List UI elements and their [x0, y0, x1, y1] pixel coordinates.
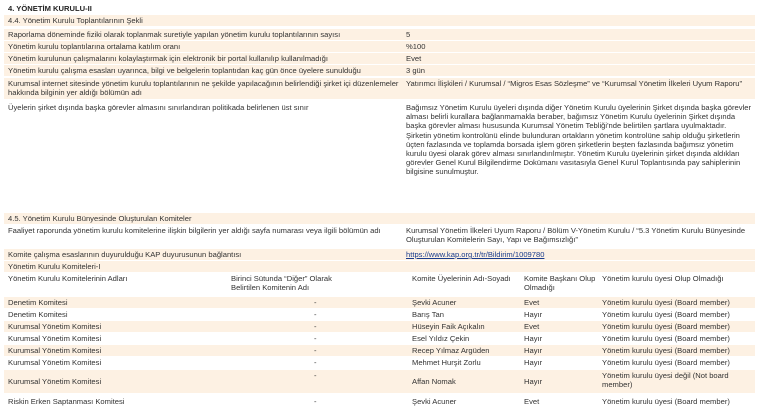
- board-member-status: Yönetim kurulu üyesi (Board member): [602, 358, 730, 367]
- member-name: Şevki Acuner: [412, 298, 457, 307]
- is-chair: Evet: [524, 322, 540, 331]
- committee-name: Kurumsal Yönetim Komitesi: [8, 334, 102, 343]
- kap-link[interactable]: https://www.kap.org.tr/tr/Bildirim/1009780: [406, 250, 545, 259]
- table-row: [4, 396, 755, 407]
- board-member-status: Yönetim kurulu üyesi (Board member): [602, 322, 730, 331]
- row-label: Yönetim kurulunun çalışmalarını kolaylaştırmak için elektronik bir portal kullanılıp kullanılmadığı: [8, 54, 328, 63]
- row-label: Raporlama döneminde fiziki olarak toplanmak suretiyle yapılan yönetim kurulu toplantılarının sayısı: [8, 30, 341, 39]
- row-label: Faaliyet raporunda yönetim kurulu komitelerine ilişkin bilgilerin yer aldığı sayfa numarası veya ilgili bölümün adı: [8, 226, 381, 235]
- other-committee-name: -: [314, 310, 317, 319]
- is-chair: Evet: [524, 397, 540, 406]
- board-member-status: Yönetim kurulu üyesi (Board member): [602, 334, 730, 343]
- s44-title-row: [4, 15, 755, 26]
- committee-title: Yönetim Kurulu Komiteleri-I: [8, 262, 101, 271]
- row-value: 3 gün: [406, 66, 426, 75]
- column-header: Komite Başkanı Olup Olmadığı: [524, 274, 596, 293]
- table-row: [4, 53, 755, 64]
- is-chair: Evet: [524, 298, 540, 307]
- committee-name: Kurumsal Yönetim Komitesi: [8, 322, 102, 331]
- row-value: %100: [406, 42, 426, 51]
- member-name: Esel Yıldız Çekin: [412, 334, 470, 343]
- table-row: [4, 65, 755, 76]
- committee-name: Riskin Erken Saptanması Komitesi: [8, 397, 125, 406]
- row-label: Yönetim kurulu toplantılarına ortalama katılım oranı: [8, 42, 181, 51]
- other-committee-name: -: [314, 371, 317, 380]
- other-committee-name: -: [314, 322, 317, 331]
- s45-title: 4.5. Yönetim Kurulu Bünyesinde Oluşturulan Komiteler: [8, 214, 192, 223]
- board-member-status: Yönetim kurulu üyesi (Board member): [602, 298, 730, 307]
- table-row: [4, 78, 755, 99]
- table-row: [4, 41, 755, 52]
- column-header: Yönetim Kurulu Komitelerinin Adları: [8, 274, 128, 283]
- member-name: Hüseyin Faik Açıkalın: [412, 322, 485, 331]
- row-label: Yönetim kurulu çalışma esasları uyarınca, bilgi ve belgelerin toplantıdan kaç gün önce üyelere sunulduğu: [8, 66, 361, 75]
- member-name: Şevki Acuner: [412, 397, 457, 406]
- row-value: Evet: [406, 54, 422, 63]
- s45-title-row: [4, 213, 755, 224]
- board-member-status: Yönetim kurulu üyesi (Board member): [602, 310, 730, 319]
- member-name: Recep Yılmaz Argüden: [412, 346, 490, 355]
- other-committee-name: -: [314, 346, 317, 355]
- other-committee-name: -: [314, 298, 317, 307]
- section-title-row: [4, 3, 755, 14]
- is-chair: Hayır: [524, 358, 543, 367]
- other-committee-name: -: [314, 334, 317, 343]
- committee-header: [4, 273, 755, 295]
- table-row: [4, 297, 755, 308]
- table-row: [4, 345, 755, 356]
- table-row: [4, 249, 755, 260]
- section-title: 4. YÖNETİM KURULU-II: [8, 4, 92, 13]
- table-row: [4, 321, 755, 332]
- committee-name: Kurumsal Yönetim Komitesi: [8, 346, 102, 355]
- committee-name: Kurumsal Yönetim Komitesi: [8, 377, 102, 386]
- table-row: [4, 333, 755, 344]
- row-value: 5: [406, 30, 411, 39]
- committee-name: Denetim Komitesi: [8, 310, 68, 319]
- row-value: Kurumsal Yönetim İlkeleri Uyum Raporu / Bölüm V-Yönetim Kurulu / “5.3 Yönetim Kurulu Bünyesinde Oluşturulan Komitelerin Sayı, Yapı ve Bağımsızlığı”: [406, 226, 746, 245]
- table-row: [4, 370, 755, 393]
- board-member-status: Yönetim kurulu üyesi değil (Not board member): [602, 371, 729, 390]
- member-name: Barış Tan: [412, 310, 444, 319]
- committee-name: Kurumsal Yönetim Komitesi: [8, 358, 102, 367]
- table-row: [4, 309, 755, 320]
- board-member-status: Yönetim kurulu üyesi (Board member): [602, 346, 730, 355]
- table-row: [4, 29, 755, 40]
- is-chair: Hayır: [524, 377, 543, 386]
- column-header: Birinci Sütunda “Diğer” Olarak Belirtilen Komitenin Adı: [231, 274, 332, 293]
- is-chair: Hayır: [524, 334, 543, 343]
- row-value: Bağımsız Yönetim Kurulu üyeleri dışında diğer Yönetim Kurulu üyelerinin Şirket dışında başka görevler alması belirli kurallara bağlanmamakla beraber, bağımsız Yönetim Kurulu üyelerinin Şirket dışında başka görevler alması hususunda Kurumsal Yönetim Tebliği'nde belirtilen şartlara uyulmaktadır. Şirketin yönetim kontrolünü elinde bulunduran ortakların yönetim kontrolüne sahip olduğu şirketlerin üçten fazlasında ve toplamda borsada işlem gören şirketlerin beşten fazlasında bağımsız yönetim kurulu üyesi olarak görev alması sınırlandırılmıştır. Yönetim Kurulu üyelerinin şirket dışında aldıkları görevler Genel Kurul Bilgilendirme Dokümanı vasıtasıyla Genel Kurul Toplantısında pay sahiplerinin bilgisine sunulmuştur.: [406, 103, 751, 177]
- committee-name: Denetim Komitesi: [8, 298, 68, 307]
- table-row: [4, 357, 755, 368]
- is-chair: Hayır: [524, 310, 543, 319]
- member-name: Mehmet Hurşit Zorlu: [412, 358, 481, 367]
- board-member-status: Yönetim kurulu üyesi (Board member): [602, 397, 730, 406]
- row-label: Kurumsal internet sitesinde yönetim kurulu toplantılarının ne şekilde yapılacağının belirlendiği şirket içi düzenlemeler hakkında bilginin yer aldığı bölümün adı: [8, 79, 399, 98]
- table-row: [4, 102, 755, 212]
- member-name: Affan Nomak: [412, 377, 456, 386]
- row-label: Komite çalışma esaslarının duyurulduğu KAP duyurusunun bağlantısı: [8, 250, 242, 259]
- committee-title-row: [4, 261, 755, 272]
- table-row: [4, 225, 755, 246]
- column-header: Yönetim kurulu üyesi Olup Olmadığı: [602, 274, 724, 283]
- is-chair: Hayır: [524, 346, 543, 355]
- row-label: Üyelerin şirket dışında başka görevler almasını sınırlandıran politikada belirlenen üst sınır: [8, 103, 309, 112]
- other-committee-name: -: [314, 397, 317, 406]
- other-committee-name: -: [314, 358, 317, 367]
- s44-title: 4.4. Yönetim Kurulu Toplantılarının Şekli: [8, 16, 143, 25]
- row-value: Yatırımcı İlişkileri / Kurumsal / “Migros Esas Sözleşme” ve “Kurumsal Yönetim İlkeleri Uyum Raporu”: [406, 79, 743, 88]
- column-header: Komite Üyelerinin Adı-Soyadı: [412, 274, 511, 283]
